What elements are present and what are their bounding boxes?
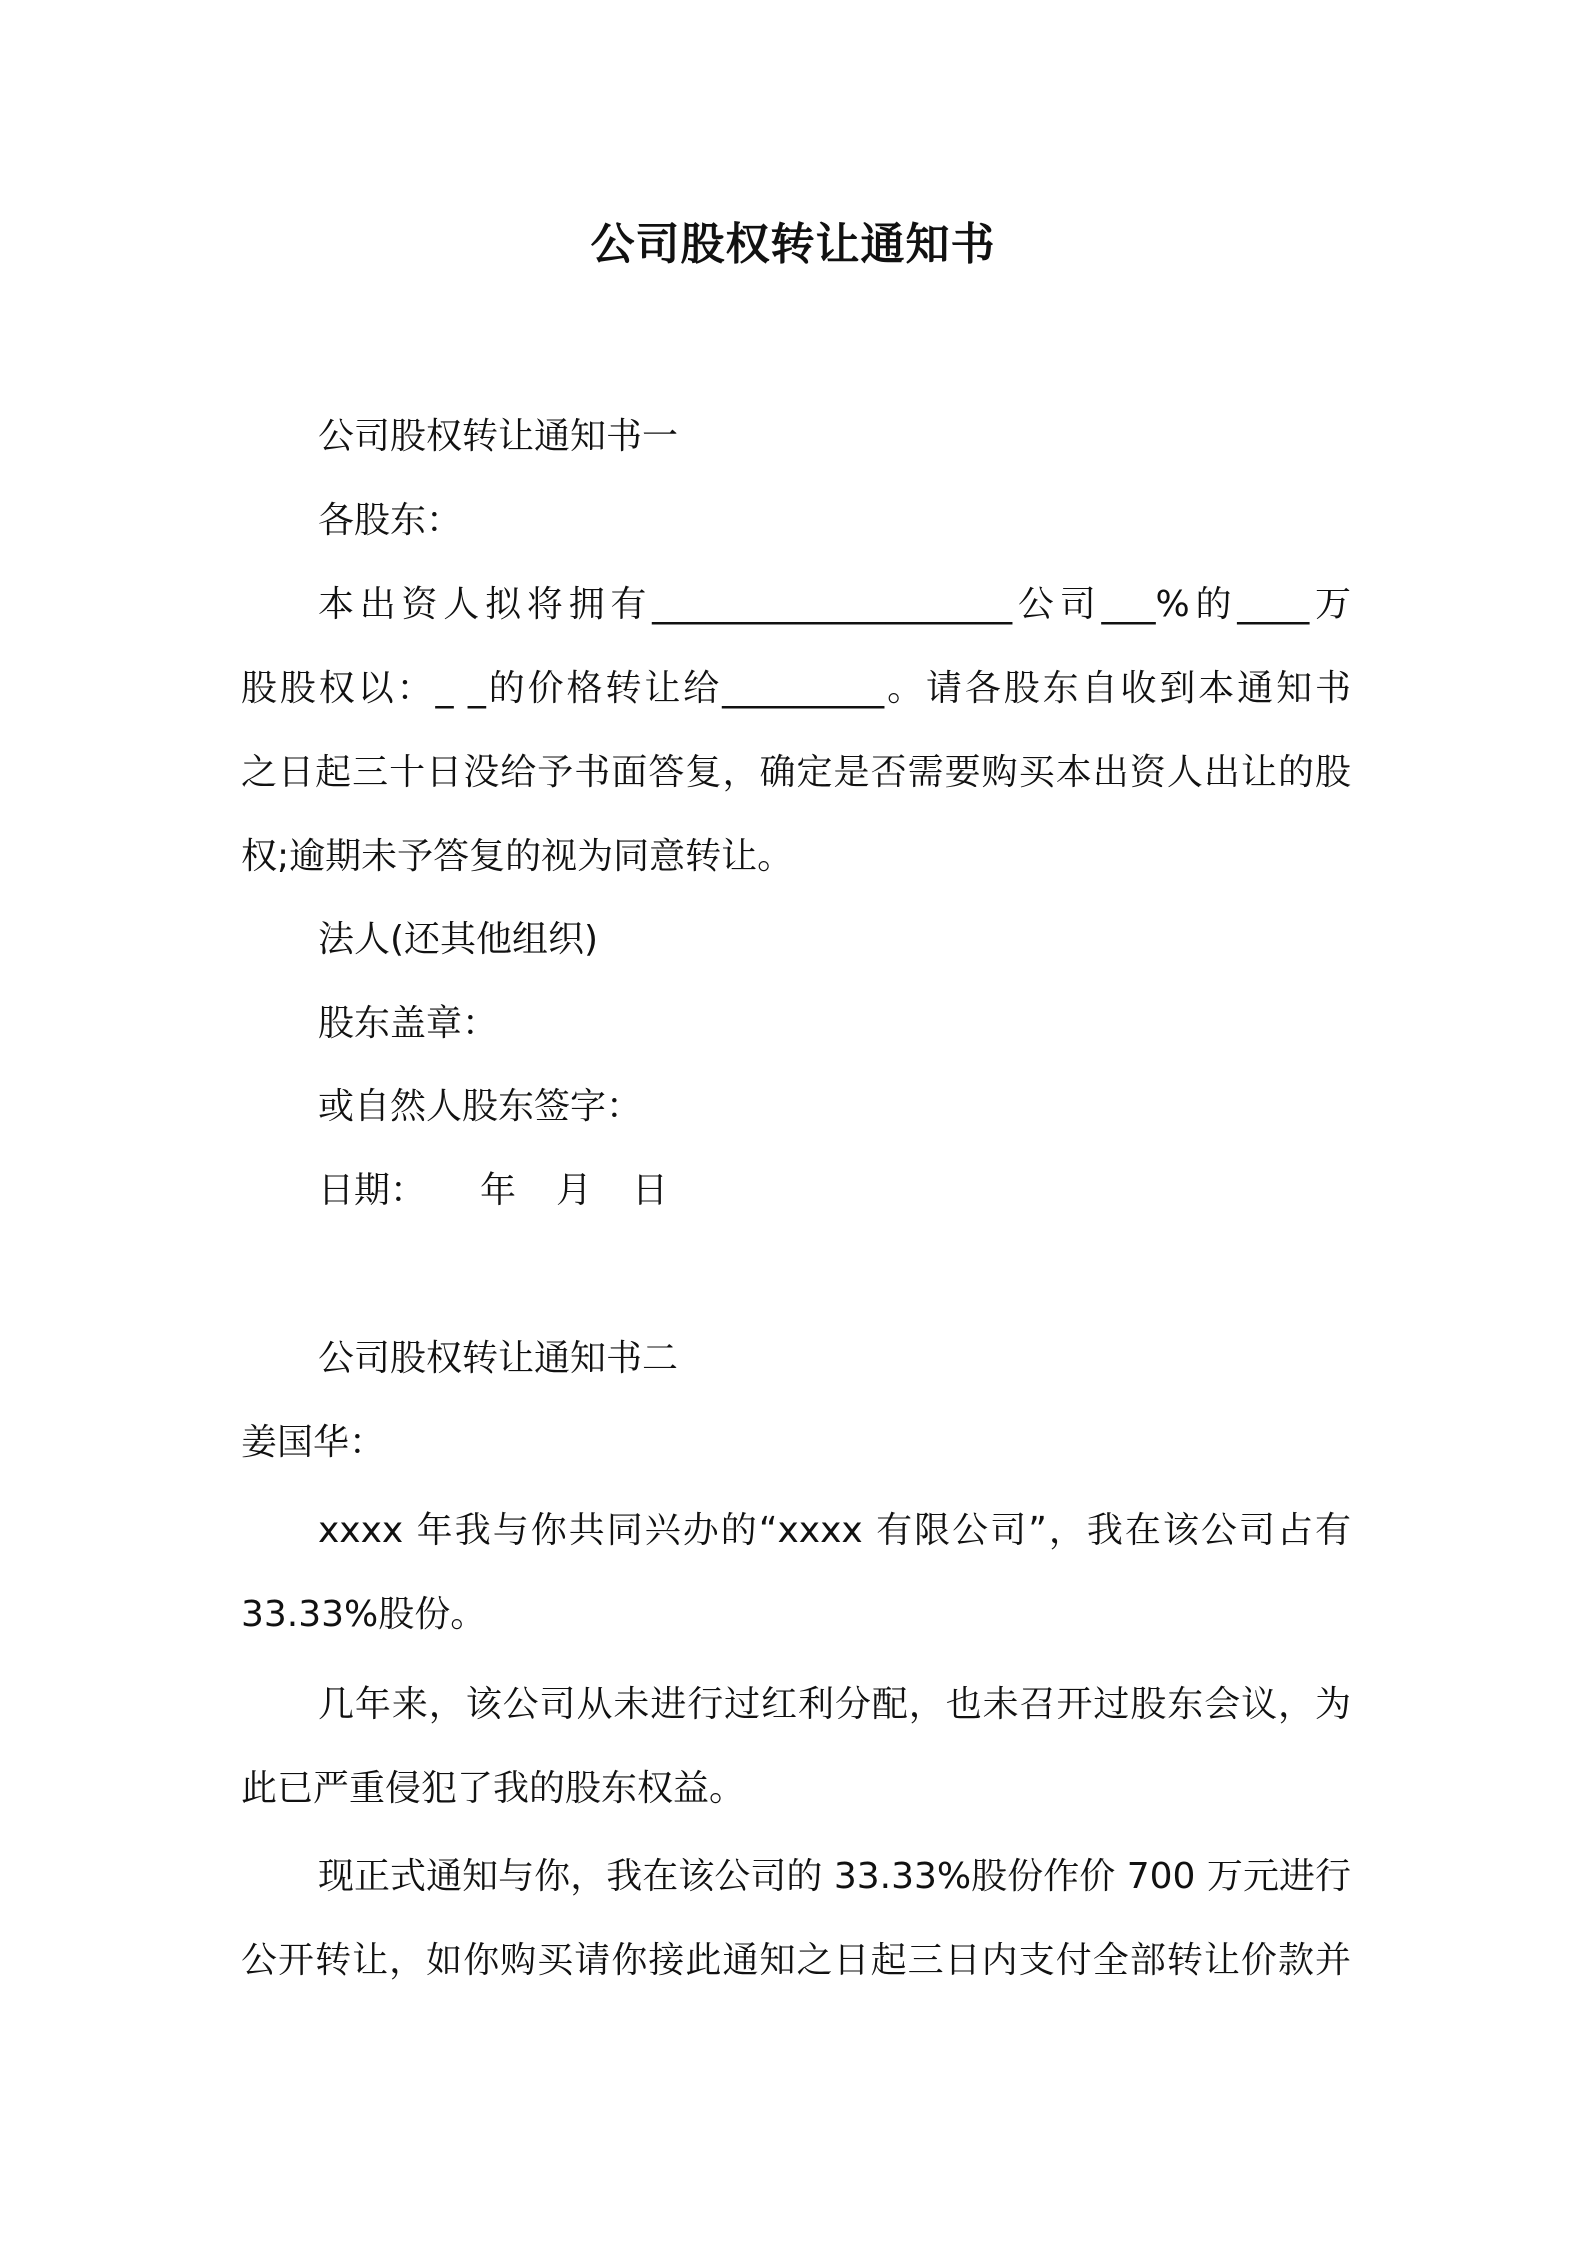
notice-one-body-line-1: 本出资人拟将拥有____________________公司___%的____万 <box>318 584 1351 625</box>
date-month: 月 <box>556 1170 593 1211</box>
notice-two-para2-line-2: 此已严重侵犯了我的股东权益。 <box>241 1768 746 1809</box>
notice-one-seal: 股东盖章： <box>318 1003 499 1044</box>
date-day: 日 <box>632 1170 669 1211</box>
notice-two-para1-line-1: xxxx 年我与你共同兴办的“xxxx 有限公司”，我在该公司占有 <box>318 1510 1351 1551</box>
notice-two-para3-line-2: 公开转让，如你购买请你接此通知之日起三日内支付全部转让价款并 <box>241 1940 1351 1981</box>
notice-one-heading: 公司股权转让通知书一 <box>318 416 679 457</box>
notice-two-addressee: 姜国华： <box>241 1422 386 1463</box>
date-year: 年 <box>480 1170 517 1211</box>
notice-two-para3-line-1: 现正式通知与你，我在该公司的 33.33%股份作价 700 万元进行 <box>318 1856 1351 1897</box>
notice-two-para1-line-2: 33.33%股份。 <box>241 1594 487 1635</box>
notice-one-legal-person: 法人(还其他组织) <box>318 919 599 960</box>
notice-one-body-line-3: 之日起三十日没给予书面答复，确定是否需要购买本出资人出让的股 <box>241 752 1351 793</box>
notice-one-date <box>318 1166 1351 1216</box>
date-label: 日期： <box>318 1170 427 1211</box>
notice-one-salutation: 各股东： <box>318 500 463 541</box>
document-title: 公司股权转让通知书 <box>590 219 996 270</box>
notice-two-heading: 公司股权转让通知书二 <box>318 1338 679 1379</box>
notice-two-para2-line-1: 几年来，该公司从未进行过红利分配，也未召开过股东会议，为 <box>318 1684 1351 1725</box>
notice-one-signature: 或自然人股东签字： <box>318 1086 643 1127</box>
notice-one-body-line-2: 股股权以：_ _的价格转让给_________。请各股东自收到本通知书 <box>241 668 1351 709</box>
notice-one-body-line-4: 权;逾期未予答复的视为同意转让。 <box>241 836 794 877</box>
